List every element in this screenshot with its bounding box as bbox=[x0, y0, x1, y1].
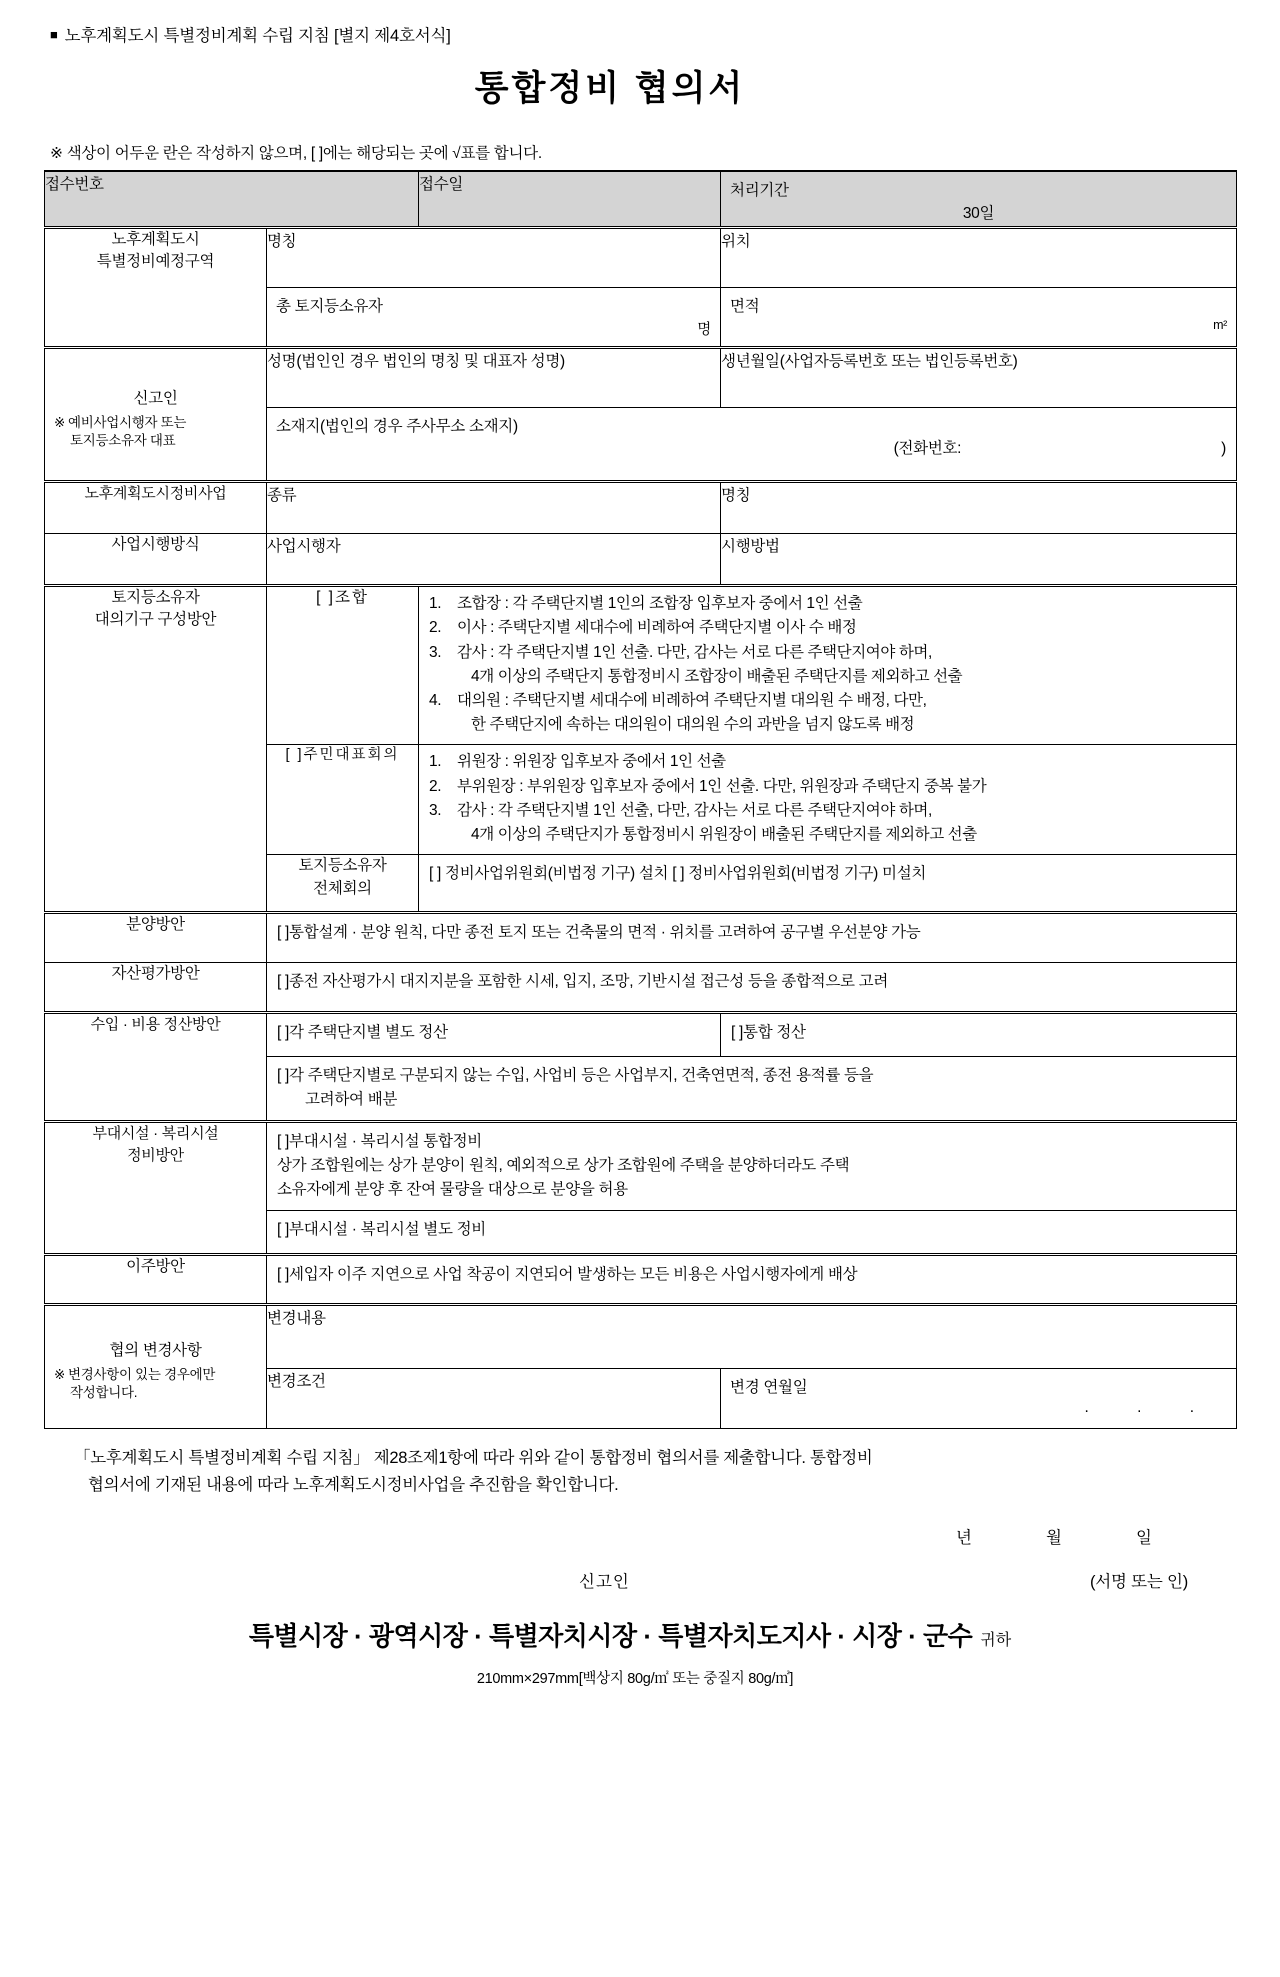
receipt-number-cell bbox=[45, 171, 419, 227]
district-area-label: 면적 bbox=[730, 297, 760, 315]
union-item-4-num: 4. bbox=[429, 692, 442, 710]
list-item bbox=[429, 641, 1228, 688]
amendment-content-label: 변경내용 bbox=[267, 1310, 326, 1328]
union-item-3-line1: 감사 : 각 주택단지별 1인 선출. 다만, 감사는 서로 다른 주택단지여야 하며, bbox=[457, 644, 932, 662]
project-name-field[interactable] bbox=[721, 481, 1237, 533]
amendment-content-row bbox=[45, 1305, 1237, 1369]
residents-item-1-line1: 위원장 : 위원장 입후보자 중에서 1인 선출 bbox=[457, 753, 726, 771]
form-instruction: ※ 색상이 어두운 란은 작성하지 않으며, [ ]에는 해당되는 곳에 √표를 합니다. bbox=[50, 145, 542, 163]
reporter-name-field[interactable] bbox=[267, 347, 721, 407]
reporter-note-mark: ※ bbox=[54, 414, 66, 430]
method-operator-label: 사업시행자 bbox=[267, 537, 341, 555]
supply-option-text: [ ]통합설계 · 분양 원칙, 다만 종전 토지 또는 건축물의 면적 · 위치를 고려하여 공구별 우선분양 가능 bbox=[277, 924, 921, 942]
facilities-integrated-text bbox=[267, 1123, 1236, 1210]
method-row bbox=[45, 533, 1237, 585]
residents-checkbox-label: [ ]주민대표회의 bbox=[285, 747, 400, 764]
district-owners-unit: 명 bbox=[697, 321, 712, 338]
settlement-row-label: 수입 · 비용 정산방안 bbox=[45, 1013, 267, 1122]
settlement-options-row bbox=[45, 1013, 1237, 1057]
district-name-field[interactable] bbox=[267, 227, 721, 287]
guideline-tag-text: 노후계획도시 특별정비계획 수립 지침 [별지 제4호서식] bbox=[64, 27, 451, 45]
reporter-birth-label: 생년월일(사업자등록번호 또는 법인등록번호) bbox=[721, 352, 1018, 370]
relocation-row-label: 이주방안 bbox=[45, 1255, 267, 1305]
amendment-note bbox=[45, 1366, 266, 1404]
list-item bbox=[429, 750, 1228, 774]
authority-line bbox=[44, 1616, 1236, 1653]
union-item-4-line2: 한 주택단지에 속하는 대의원이 대의원 수의 과반을 넘지 않도록 배정 bbox=[471, 715, 915, 733]
closing-line1: 「노후계획도시 특별정비계획 수립 지침」 제28조제1항에 따라 위와 같이 통합정비 협의서를 제출합니다. 통합정비 bbox=[74, 1449, 873, 1468]
relocation-row bbox=[45, 1255, 1237, 1305]
amendment-row-label bbox=[45, 1305, 267, 1429]
receipt-row bbox=[45, 171, 1237, 227]
district-name-label: 명칭 bbox=[267, 232, 297, 250]
reporter-name-row bbox=[45, 347, 1237, 407]
paper-specification: 210mm×297mm[백상지 80g/㎡ 또는 중질지 80g/㎡] bbox=[476, 1671, 794, 1688]
facilities-integrated-cell[interactable] bbox=[267, 1122, 1237, 1211]
settlement-detail-line2: 고려하여 배분 bbox=[305, 1091, 398, 1109]
reporter-birth-field[interactable] bbox=[721, 347, 1237, 407]
union-checkbox[interactable] bbox=[267, 585, 419, 744]
receipt-date-cell bbox=[419, 171, 721, 227]
union-item-2-num: 2. bbox=[429, 619, 442, 637]
appraisal-option-cell[interactable] bbox=[267, 963, 1237, 1013]
amendment-note-line1: 변경사항이 있는 경우에만 bbox=[68, 1366, 216, 1382]
assembly-options-cell[interactable] bbox=[419, 855, 1237, 913]
reporter-address-field[interactable] bbox=[267, 407, 1237, 481]
union-rules-cell bbox=[419, 585, 1237, 744]
representation-union-row bbox=[45, 585, 1237, 744]
supply-row-label: 분양방안 bbox=[45, 913, 267, 963]
appraisal-option-text: [ ]종전 자산평가시 대지지분을 포함한 시세, 입지, 조망, 기반시설 접근성 등을 종합적으로 고려 bbox=[277, 973, 889, 991]
facilities-row-label bbox=[45, 1122, 267, 1255]
bullet-square-icon: ■ bbox=[50, 27, 58, 42]
residents-item-1-num: 1. bbox=[429, 753, 442, 771]
residents-checkbox[interactable] bbox=[267, 745, 419, 855]
residents-rules-cell bbox=[419, 745, 1237, 855]
settlement-separate-text: [ ]각 주택단지별 별도 정산 bbox=[277, 1024, 448, 1042]
authority-suffix: 귀하 bbox=[980, 1632, 1012, 1650]
guideline-tag bbox=[44, 26, 1236, 47]
project-row-label: 노후계획도시정비사업 bbox=[45, 481, 267, 533]
union-item-1-num: 1. bbox=[429, 594, 442, 612]
settlement-detail-line1: [ ]각 주택단지별로 구분되지 않는 수입, 사업비 등은 사업부지, 건축연면적, 종전 용적률 등을 bbox=[277, 1067, 874, 1085]
settlement-integrated-option[interactable] bbox=[721, 1013, 1237, 1057]
reporter-phone-close: ) bbox=[1221, 439, 1227, 457]
processing-period-label: 처리기간 bbox=[730, 182, 789, 200]
facilities-integrated-line2: 상가 조합원에는 상가 분양이 원칙, 예외적으로 상가 조합원에 주택을 분양하더라도 주택 bbox=[277, 1157, 850, 1175]
district-row-label bbox=[45, 227, 267, 347]
date-month-label: 월 bbox=[1046, 1529, 1063, 1548]
amendment-date-field[interactable] bbox=[721, 1369, 1237, 1429]
union-item-3-line2: 4개 이상의 주택단지 통합정비시 조합장이 배출된 주택단지를 제외하고 선출 bbox=[471, 667, 963, 685]
settlement-detail-text bbox=[267, 1057, 1236, 1120]
amendment-date-dots: . . . bbox=[1084, 1399, 1217, 1417]
facilities-separate-cell[interactable] bbox=[267, 1211, 1237, 1255]
reporter-note-line1: 예비사업시행자 또는 bbox=[68, 414, 187, 430]
facilities-label-line2: 정비방안 bbox=[127, 1147, 184, 1165]
list-item bbox=[429, 799, 1228, 846]
district-area-unit: m² bbox=[1213, 317, 1228, 332]
amendment-condition-label: 변경조건 bbox=[267, 1373, 326, 1391]
signature-row bbox=[44, 1568, 1236, 1594]
method-implement-label: 시행방법 bbox=[721, 537, 780, 555]
district-name-row bbox=[45, 227, 1237, 287]
facilities-integrated-line3: 소유자에게 분양 후 잔여 물량을 대상으로 분양을 허용 bbox=[277, 1181, 628, 1199]
assembly-label-cell bbox=[267, 855, 419, 913]
facilities-integrated-row bbox=[45, 1122, 1237, 1211]
facilities-label-line1: 부대시설 · 복리시설 bbox=[92, 1125, 219, 1143]
signature-seal-label: (서명 또는 인) bbox=[1089, 1573, 1188, 1592]
processing-period-cell bbox=[721, 171, 1237, 227]
authority-text: 특별시장 · 광역시장 · 특별자치시장 · 특별자치도지사 · 시장 · 군수 bbox=[248, 1621, 973, 1652]
reporter-phone-label: (전화번호: bbox=[893, 439, 962, 457]
representation-label-line2: 대의기구 구성방안 bbox=[94, 611, 217, 629]
list-item bbox=[429, 689, 1228, 736]
method-row-label: 사업시행방식 bbox=[45, 533, 267, 585]
processing-period-value: 30일 bbox=[962, 205, 995, 223]
residents-item-2-line1: 부위원장 : 부위원장 입후보자 중에서 1인 선출. 다만, 위원장과 주택단지 중복 불가 bbox=[457, 777, 987, 795]
union-item-3-num: 3. bbox=[429, 644, 442, 662]
representation-label-line1: 토지등소유자 bbox=[111, 588, 200, 606]
facilities-separate-text: [ ]부대시설 · 복리시설 별도 정비 bbox=[277, 1221, 486, 1239]
amendment-label: 협의 변경사항 bbox=[109, 1341, 202, 1359]
union-item-4-line1: 대의원 : 주택단지별 세대수에 비례하여 주택단지별 대의원 수 배정, 다만, bbox=[457, 692, 927, 710]
amendment-note-line2: 작성합니다. bbox=[70, 1385, 138, 1401]
district-area-field[interactable] bbox=[721, 287, 1237, 347]
project-type-field[interactable] bbox=[267, 481, 721, 533]
residents-item-3-num: 3. bbox=[429, 802, 442, 820]
method-operator-field[interactable] bbox=[267, 533, 721, 585]
closing-line2: 협의서에 기재된 내용에 따라 노후계획도시정비사업을 추진함을 확인합니다. bbox=[88, 1475, 619, 1494]
receipt-date-label: 접수일 bbox=[419, 176, 464, 194]
reporter-name-label: 성명(법인인 경우 법인의 명칭 및 대표자 성명) bbox=[267, 352, 565, 370]
residents-rules-list bbox=[419, 745, 1236, 854]
signature-reporter-label: 신고인 bbox=[579, 1573, 630, 1592]
union-rules-list bbox=[419, 587, 1236, 744]
project-type-label: 종류 bbox=[267, 486, 297, 504]
representation-row-label bbox=[45, 585, 267, 912]
district-label-line2: 특별정비예정구역 bbox=[96, 253, 215, 271]
list-item bbox=[429, 775, 1228, 799]
amendment-condition-field[interactable] bbox=[267, 1369, 721, 1429]
union-checkbox-label: [ ]조합 bbox=[316, 588, 369, 606]
relocation-option-text: [ ]세입자 이주 지연으로 사업 착공이 지연되어 발생하는 모든 비용은 사업시행자에게 배상 bbox=[277, 1266, 858, 1284]
district-location-field[interactable] bbox=[721, 227, 1237, 287]
receipt-number-label: 접수번호 bbox=[45, 176, 104, 194]
residents-item-3-line1: 감사 : 각 주택단지별 1인 선출, 다만, 감사는 서로 다른 주택단지여야 하며, bbox=[457, 802, 932, 820]
settlement-integrated-text: [ ]통합 정산 bbox=[731, 1024, 806, 1042]
district-label-line1: 노후계획도시 bbox=[111, 230, 200, 248]
assembly-options-text: [ ] 정비사업위원회(비법정 기구) 설치 [ ] 정비사업위원회(비법정 기구) 미설치 bbox=[429, 865, 927, 883]
union-item-2-line1: 이사 : 주택단지별 세대수에 비례하여 주택단지별 이사 수 배정 bbox=[457, 619, 857, 637]
project-row bbox=[45, 481, 1237, 533]
assembly-label-line2: 전체회의 bbox=[313, 879, 372, 897]
reporter-note bbox=[45, 414, 266, 452]
date-line[interactable] bbox=[44, 1524, 1236, 1548]
list-item bbox=[429, 616, 1228, 640]
district-owners-field[interactable] bbox=[267, 287, 721, 347]
district-owners-label: 총 토지등소유자 bbox=[276, 297, 383, 315]
date-day-label: 일 bbox=[1136, 1529, 1153, 1548]
supply-row bbox=[45, 913, 1237, 963]
reporter-note-line2: 토지등소유자 대표 bbox=[70, 433, 176, 449]
reporter-phone-field[interactable] bbox=[267, 436, 1236, 464]
settlement-detail-cell[interactable] bbox=[267, 1057, 1237, 1122]
method-implement-field[interactable] bbox=[721, 533, 1237, 585]
assembly-label-line1: 토지등소유자 bbox=[298, 857, 387, 875]
list-item bbox=[429, 592, 1228, 616]
reporter-row-label bbox=[45, 347, 267, 481]
union-item-1-line1: 조합장 : 각 주택단지별 1인의 조합장 입후보자 중에서 1인 선출 bbox=[457, 594, 863, 612]
relocation-option-cell[interactable] bbox=[267, 1255, 1237, 1305]
agreement-form-table bbox=[44, 170, 1237, 1429]
project-name-label: 명칭 bbox=[721, 486, 751, 504]
reporter-label: 신고인 bbox=[133, 389, 178, 407]
residents-item-2-num: 2. bbox=[429, 777, 442, 795]
appraisal-row bbox=[45, 963, 1237, 1013]
appraisal-row-label: 자산평가방안 bbox=[45, 963, 267, 1013]
closing-statement bbox=[44, 1445, 1236, 1498]
page-title: 통합정비 협의서 bbox=[474, 69, 746, 109]
district-location-label: 위치 bbox=[721, 232, 751, 250]
reporter-address-label: 소재지(법인의 경우 주사무소 소재지) bbox=[276, 417, 518, 435]
amendment-content-field[interactable] bbox=[267, 1305, 1237, 1369]
date-year-label: 년 bbox=[956, 1529, 973, 1548]
supply-option-cell[interactable] bbox=[267, 913, 1237, 963]
amendment-note-mark: ※ bbox=[54, 1366, 66, 1382]
settlement-separate-option[interactable] bbox=[267, 1013, 721, 1057]
amendment-date-label: 변경 연월일 bbox=[730, 1379, 808, 1397]
facilities-integrated-line1: [ ]부대시설 · 복리시설 통합정비 bbox=[277, 1133, 482, 1151]
residents-item-3-line2: 4개 이상의 주택단지가 통합정비시 위원장이 배출된 주택단지를 제외하고 선출 bbox=[471, 825, 977, 843]
